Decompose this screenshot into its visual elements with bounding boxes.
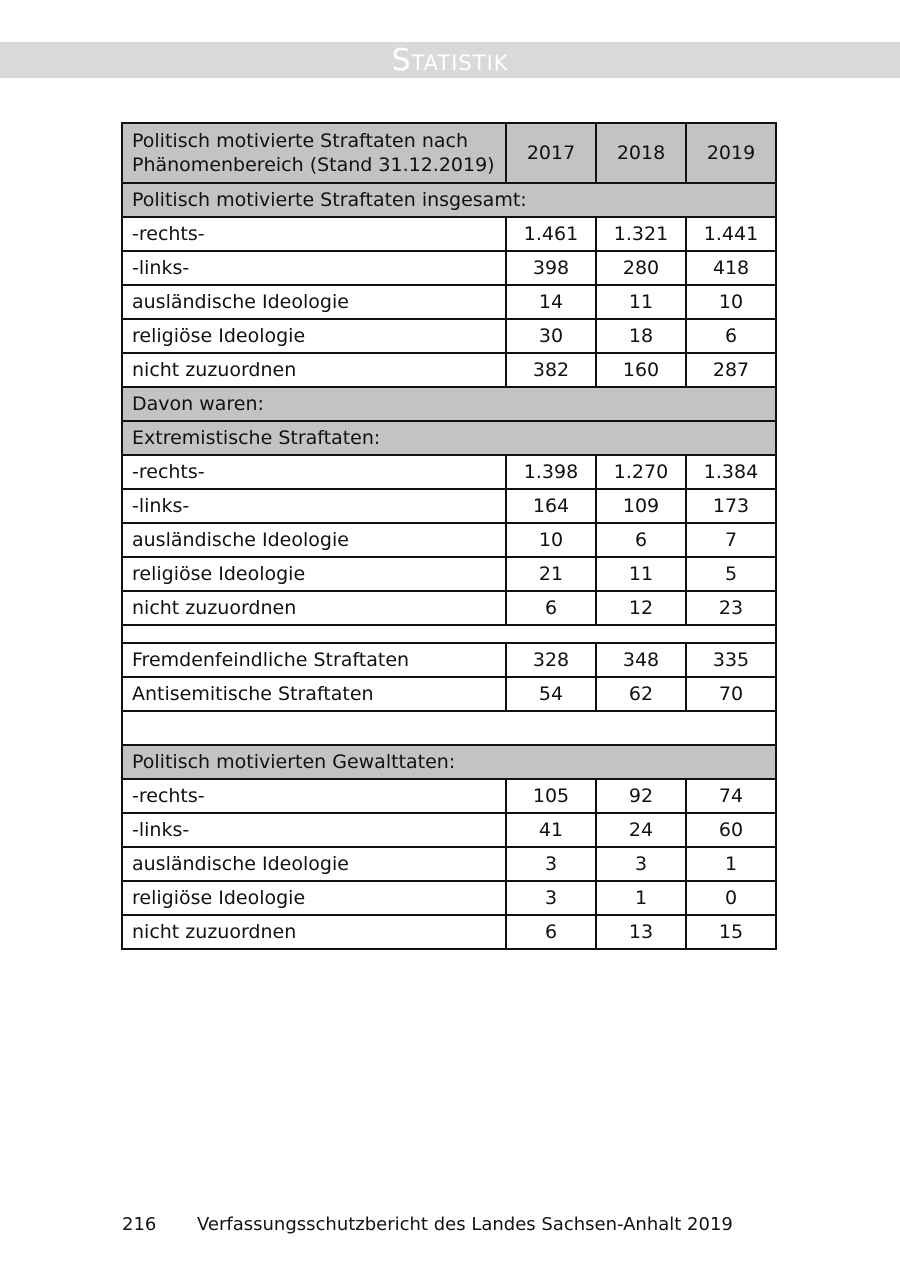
- table-row: [122, 455, 776, 489]
- cell-2017: 41: [506, 813, 596, 847]
- cell-2018: 24: [596, 813, 686, 847]
- cell-2017: 3: [506, 847, 596, 881]
- cell-2019: 335: [686, 643, 776, 677]
- section-header-extremistic: Extremistische Straftaten:: [122, 421, 776, 455]
- spacer-cell: [122, 711, 776, 745]
- cell-2019: 1: [686, 847, 776, 881]
- cell-2017: 6: [506, 591, 596, 625]
- row-label: ausländische Ideologie: [122, 523, 506, 557]
- cell-2019: 5: [686, 557, 776, 591]
- cell-2017: 54: [506, 677, 596, 711]
- page-number: 216: [122, 1214, 157, 1235]
- year-header-2019: 2019: [686, 123, 776, 183]
- section-header-row: [122, 421, 776, 455]
- cell-2018: 1.321: [596, 217, 686, 251]
- row-label: Fremdenfeindliche Straftaten: [122, 643, 506, 677]
- cell-2019: 74: [686, 779, 776, 813]
- section-header-row: [122, 183, 776, 217]
- table-row: [122, 591, 776, 625]
- cell-2018: 280: [596, 251, 686, 285]
- table-row: [122, 915, 776, 949]
- section-header-davon: Davon waren:: [122, 387, 776, 421]
- cell-2018: 1.270: [596, 455, 686, 489]
- table-row: [122, 643, 776, 677]
- cell-2017: 10: [506, 523, 596, 557]
- spacer-row: [122, 625, 776, 643]
- table-row: [122, 881, 776, 915]
- cell-2019: 173: [686, 489, 776, 523]
- cell-2017: 328: [506, 643, 596, 677]
- cell-2018: 1: [596, 881, 686, 915]
- cell-2019: 1.441: [686, 217, 776, 251]
- section-header-violence: Politisch motivierten Gewalttaten:: [122, 745, 776, 779]
- row-label: religiöse Ideologie: [122, 881, 506, 915]
- row-label: -rechts-: [122, 779, 506, 813]
- cell-2017: 30: [506, 319, 596, 353]
- cell-2017: 6: [506, 915, 596, 949]
- spacer-row: [122, 711, 776, 745]
- page-footer: [122, 1214, 733, 1235]
- cell-2019: 1.384: [686, 455, 776, 489]
- table-row: [122, 319, 776, 353]
- cell-2019: 23: [686, 591, 776, 625]
- table-row: [122, 847, 776, 881]
- header-band: [0, 42, 900, 78]
- footer-text: Verfassungsschutzbericht des Landes Sachsen-Anhalt 2019: [197, 1214, 733, 1235]
- cell-2019: 10: [686, 285, 776, 319]
- row-label: ausländische Ideologie: [122, 847, 506, 881]
- cell-2017: 1.398: [506, 455, 596, 489]
- table-row: [122, 557, 776, 591]
- cell-2018: 62: [596, 677, 686, 711]
- cell-2019: 418: [686, 251, 776, 285]
- cell-2018: 109: [596, 489, 686, 523]
- cell-2018: 3: [596, 847, 686, 881]
- table-header-row: [122, 123, 776, 183]
- row-label: nicht zuzuordnen: [122, 353, 506, 387]
- cell-2018: 92: [596, 779, 686, 813]
- table-row: [122, 353, 776, 387]
- page-section-title: Statistik: [391, 42, 509, 78]
- cell-2018: 160: [596, 353, 686, 387]
- row-label: -links-: [122, 251, 506, 285]
- cell-2017: 3: [506, 881, 596, 915]
- row-label: -links-: [122, 813, 506, 847]
- cell-2018: 12: [596, 591, 686, 625]
- table-row: [122, 489, 776, 523]
- cell-2019: 6: [686, 319, 776, 353]
- cell-2019: 0: [686, 881, 776, 915]
- cell-2018: 11: [596, 557, 686, 591]
- section-header-total: Politisch motivierte Straftaten insgesamt:: [122, 183, 776, 217]
- cell-2017: 14: [506, 285, 596, 319]
- cell-2019: 60: [686, 813, 776, 847]
- row-label: nicht zuzuordnen: [122, 591, 506, 625]
- cell-2018: 13: [596, 915, 686, 949]
- table-row: [122, 217, 776, 251]
- row-label: nicht zuzuordnen: [122, 915, 506, 949]
- cell-2018: 348: [596, 643, 686, 677]
- table-title-cell: [122, 123, 506, 183]
- cell-2019: 70: [686, 677, 776, 711]
- table-row: [122, 251, 776, 285]
- row-label: -rechts-: [122, 217, 506, 251]
- year-header-2018: 2018: [596, 123, 686, 183]
- cell-2017: 1.461: [506, 217, 596, 251]
- row-label: religiöse Ideologie: [122, 557, 506, 591]
- cell-2018: 18: [596, 319, 686, 353]
- table-row: [122, 677, 776, 711]
- table-title-line2: Phänomenbereich (Stand 31.12.2019): [132, 154, 495, 176]
- year-header-2017: 2017: [506, 123, 596, 183]
- row-label: -links-: [122, 489, 506, 523]
- row-label: Antisemitische Straftaten: [122, 677, 506, 711]
- cell-2019: 15: [686, 915, 776, 949]
- table-row: [122, 523, 776, 557]
- table-row: [122, 285, 776, 319]
- cell-2018: 11: [596, 285, 686, 319]
- table-row: [122, 813, 776, 847]
- section-header-row: [122, 387, 776, 421]
- table-row: [122, 779, 776, 813]
- cell-2017: 398: [506, 251, 596, 285]
- cell-2017: 105: [506, 779, 596, 813]
- cell-2017: 382: [506, 353, 596, 387]
- statistics-table: [121, 122, 777, 950]
- cell-2019: 287: [686, 353, 776, 387]
- cell-2017: 21: [506, 557, 596, 591]
- cell-2017: 164: [506, 489, 596, 523]
- section-header-row: [122, 745, 776, 779]
- row-label: ausländische Ideologie: [122, 285, 506, 319]
- row-label: -rechts-: [122, 455, 506, 489]
- spacer-cell: [122, 625, 776, 643]
- table-title-line1: Politisch motivierte Straftaten nach: [132, 130, 468, 152]
- cell-2018: 6: [596, 523, 686, 557]
- cell-2019: 7: [686, 523, 776, 557]
- row-label: religiöse Ideologie: [122, 319, 506, 353]
